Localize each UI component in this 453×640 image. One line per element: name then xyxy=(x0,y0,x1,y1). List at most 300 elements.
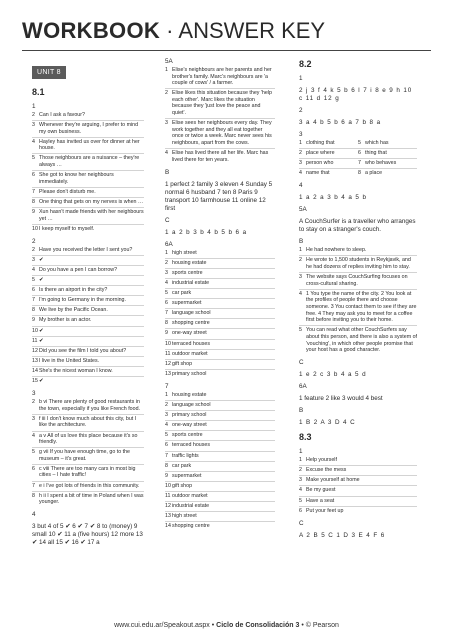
list-item xyxy=(32,448,144,465)
list-item xyxy=(165,279,275,289)
exercise-6a-list xyxy=(165,249,275,379)
item-text: Elise likes this situation because they 'help each other'. Marc likes the situation because they 'just love the peace and quiet'. xyxy=(172,90,272,117)
table-row xyxy=(299,139,417,149)
list-item xyxy=(32,327,144,337)
exercise-4-answers: 3 but 4 of 5 ✔ 6 ✔ 7 ✔ 8 to (money) 9 small 10 ✔ 11 a (five hours) 12 more 13 ✔ 14 all 15 ✔ 16 ✔ 17 a xyxy=(32,523,143,547)
footer-separator: • xyxy=(209,622,217,629)
item-text: Do you have a pen I can borrow? xyxy=(39,267,118,273)
list-item xyxy=(165,370,275,379)
list-item xyxy=(165,462,275,472)
item-text: ✔ xyxy=(39,277,44,284)
list-item xyxy=(299,466,417,476)
item-text: e i I've got lots of friends in this community. xyxy=(39,482,140,489)
item-text: Elise's neighbours are her parents and her brother's family. Marc's neighbours are 'a couple of cows' / a farmer. xyxy=(172,67,272,87)
exercise-5c-answers: 1 a 2 b 3 b 4 b 5 b 6 a xyxy=(165,228,247,236)
list-item xyxy=(32,316,144,326)
item-text: shopping centre xyxy=(172,523,210,530)
item-number: 10 xyxy=(32,225,38,232)
table-cell xyxy=(358,139,417,149)
exercise-5b-label: B xyxy=(165,168,170,176)
list-item xyxy=(165,329,275,339)
list-item xyxy=(32,276,144,286)
table-cell xyxy=(299,139,358,149)
item-number: 7 xyxy=(165,310,168,317)
item-number: 2 xyxy=(299,467,302,474)
item-number: 2 xyxy=(299,257,302,264)
item-text: c viii There are too many cars in most big cities – I hate traffic! xyxy=(39,465,136,479)
exercise-7-label: 7 xyxy=(165,382,169,390)
item-text: 1 You type the name of the city. 2 You look at the profiles of people there and choose someone. 3 You contact them to see if they are free. 4 They may ask you to meet for a coffee first before inviting you to their home. xyxy=(306,290,417,324)
item-number: 2 xyxy=(165,259,168,266)
item-text: housing estate xyxy=(172,259,207,266)
item-text: Make yourself at home xyxy=(306,477,360,484)
page-title xyxy=(22,18,325,44)
exercise-2-label: 2 xyxy=(32,237,36,245)
exercise-8-2-2-label: 2 xyxy=(299,107,303,114)
item-number: 2 xyxy=(32,399,35,406)
item-number: 3 xyxy=(299,274,302,281)
list-item xyxy=(32,154,144,171)
item-text: car park xyxy=(172,462,192,469)
item-number: 5 xyxy=(358,140,361,146)
list-item xyxy=(32,286,144,296)
exercise-8-2-5b-list xyxy=(299,246,417,355)
exercise-8-2-5c-label: C xyxy=(299,359,304,367)
item-number: 11 xyxy=(165,492,171,499)
item-number: 13 xyxy=(165,370,171,377)
item-text: primary school xyxy=(172,412,207,419)
item-text: We live by the Pacific Ocean. xyxy=(39,307,108,314)
item-text: clothing that xyxy=(306,140,335,146)
item-text: Excuse the mess xyxy=(306,467,347,474)
item-text: You can read what other CouchSurfers say about this person, and there is also a system of 'vouching', in which other people promise that your host has a good character. xyxy=(306,327,418,354)
item-number: 6 xyxy=(32,287,35,294)
item-number: 1 xyxy=(165,67,168,73)
exercise-8-3-c-answers: A 2 B 5 C 1 D 3 E 4 F 6 xyxy=(299,531,386,539)
item-text: She's the nicest woman I know. xyxy=(39,367,113,374)
list-item xyxy=(32,121,144,138)
table-cell xyxy=(299,149,358,159)
list-item xyxy=(299,246,417,256)
item-text: Have you received the letter I sent you? xyxy=(39,246,133,253)
item-number: 8 xyxy=(32,307,35,314)
item-text: outdoor market xyxy=(172,492,208,499)
item-text: shopping centre xyxy=(172,320,210,327)
exercise-5a-list xyxy=(165,66,275,165)
item-text: Can I ask a favour? xyxy=(39,112,85,118)
list-item xyxy=(299,476,417,486)
item-number: 4 xyxy=(299,170,302,177)
item-text: housing estate xyxy=(172,391,207,398)
item-text: supermarket xyxy=(172,300,202,307)
item-number: 12 xyxy=(32,347,38,354)
item-text: Help yourself xyxy=(306,457,337,464)
item-text: thing that xyxy=(365,150,387,157)
item-text: The website says CouchSurfing focuses on cross-cultural sharing. xyxy=(306,274,408,287)
item-number: 1 xyxy=(165,391,168,398)
item-number: 8 xyxy=(165,320,168,327)
column-left xyxy=(32,58,144,547)
exercise-7-list xyxy=(165,391,275,531)
list-item xyxy=(32,306,144,316)
item-number: 6 xyxy=(299,507,302,514)
list-item xyxy=(32,482,144,492)
item-number: 10 xyxy=(32,327,38,334)
item-number: 5 xyxy=(32,277,35,284)
item-text: g vii If you have enough time, go to the museum – it's great. xyxy=(39,449,130,462)
list-item xyxy=(165,259,275,269)
footer-copyright: © Pearson xyxy=(305,622,339,629)
exercise-8-2-1-label: 1 xyxy=(299,75,303,82)
item-text: traffic lights xyxy=(172,452,199,459)
item-number: 9 xyxy=(165,330,168,337)
list-item xyxy=(165,492,275,502)
exercise-8-3-1-list xyxy=(299,456,417,516)
list-item xyxy=(32,337,144,347)
exercise-3-list xyxy=(32,398,144,507)
item-number: 7 xyxy=(32,188,35,195)
list-item xyxy=(32,188,144,198)
list-item xyxy=(165,502,275,512)
exercise-8-2-4-answers: 1 a 2 a 3 b 4 a 5 b xyxy=(299,194,367,202)
item-text: car park xyxy=(172,290,192,297)
item-text: industrial estate xyxy=(172,502,210,509)
list-item xyxy=(165,319,275,329)
exercise-8-2-3-label: 3 xyxy=(299,131,303,138)
item-number: 4 xyxy=(165,422,168,429)
item-number: 4 xyxy=(165,150,168,157)
list-item xyxy=(165,350,275,360)
list-item xyxy=(32,492,144,508)
item-text: He had nowhere to sleep. xyxy=(306,247,367,254)
item-number: 4 xyxy=(299,487,302,494)
item-number: 5 xyxy=(299,497,302,504)
item-number: 3 xyxy=(32,415,35,422)
exercise-6a-label: 6A xyxy=(165,240,173,248)
item-number: 3 xyxy=(32,122,35,129)
item-text: Elise has lived there all her life. Marc has lived there for ten years. xyxy=(172,150,269,163)
item-text: b vi There are plenty of good restaurants in the town, especially if you like French food. xyxy=(39,399,140,412)
list-item xyxy=(299,256,417,273)
exercise-8-2-5c-answers: 1 e 2 c 3 b 4 a 5 d xyxy=(299,371,367,379)
list-item xyxy=(165,431,275,441)
item-text: sports centre xyxy=(172,432,203,439)
list-item xyxy=(32,171,144,188)
item-text: name that xyxy=(306,170,330,177)
item-text: sports centre xyxy=(172,269,203,276)
footer-separator: • xyxy=(299,622,306,629)
item-text: ✔ xyxy=(39,327,44,334)
item-text: high street xyxy=(172,513,197,520)
item-number: 6 xyxy=(165,300,168,307)
item-number: 10 xyxy=(165,340,171,347)
item-text: h ii I spent a bit of time in Poland when I was younger. xyxy=(39,492,144,506)
item-number: 9 xyxy=(32,209,35,216)
list-item xyxy=(165,522,275,531)
item-number: 14 xyxy=(165,523,171,530)
exercise-8-2-6b-label: B xyxy=(299,407,304,415)
list-item xyxy=(165,309,275,319)
item-number: 5 xyxy=(32,449,35,456)
item-text: Those neighbours are a nuisance – they're always … xyxy=(39,155,140,169)
item-text: person who xyxy=(306,160,334,167)
exercise-8-2-2-answers: 3 a 4 b 5 b 6 a 7 b 8 a xyxy=(299,119,381,126)
item-number: 3 xyxy=(299,160,302,167)
item-number: 13 xyxy=(165,513,171,520)
list-item xyxy=(299,507,417,516)
item-number: 4 xyxy=(32,267,35,273)
section-8-3-heading: 8.3 xyxy=(299,432,312,443)
list-item xyxy=(32,296,144,306)
exercise-8-2-6a-answers: 1 feature 2 like 3 would 4 best xyxy=(299,395,383,403)
item-number: 2 xyxy=(32,246,35,253)
item-number: 14 xyxy=(32,367,38,374)
list-item xyxy=(165,89,275,119)
item-number: 7 xyxy=(165,452,168,459)
exercise-8-3-1-label: 1 xyxy=(299,448,303,456)
unit-badge: UNIT 8 xyxy=(32,66,66,79)
item-text: I'm going to Germany in the morning. xyxy=(39,297,126,304)
item-number: 4 xyxy=(32,138,35,145)
item-text: which has xyxy=(365,140,389,146)
item-number: 3 xyxy=(299,477,302,484)
item-text: Be my guest xyxy=(306,487,336,494)
list-item xyxy=(32,347,144,357)
table-cell xyxy=(299,159,358,169)
item-text: Have a seat xyxy=(306,497,335,504)
list-item xyxy=(32,138,144,155)
list-item xyxy=(165,411,275,421)
item-number: 2 xyxy=(165,402,168,409)
list-item xyxy=(32,415,144,432)
item-number: 15 xyxy=(32,378,38,385)
item-text: Is there an airport in the city? xyxy=(39,287,108,294)
item-text: terraced houses xyxy=(172,340,210,347)
item-text: high street xyxy=(172,249,197,256)
item-number: 5 xyxy=(299,327,302,334)
list-item xyxy=(32,367,144,377)
item-text: primary school xyxy=(172,370,207,377)
column-right xyxy=(299,58,417,540)
list-item xyxy=(165,441,275,451)
list-item xyxy=(32,256,144,266)
list-item xyxy=(32,198,144,208)
item-text: My brother is an actor. xyxy=(39,317,92,324)
list-item xyxy=(299,290,417,326)
list-item xyxy=(165,391,275,401)
item-text: Hayley has invited us over for dinner at her house. xyxy=(39,138,140,152)
title-bold: WORKBOOK xyxy=(22,18,161,43)
item-text: I live in the United States. xyxy=(39,357,100,364)
item-text: supermarket xyxy=(172,472,202,479)
list-item xyxy=(32,266,144,276)
list-item xyxy=(32,225,144,234)
exercise-8-2-1-answers: 2 j 3 f 4 k 5 b 6 l 7 i 8 e 9 h 10 c 11 d 12 g xyxy=(299,87,413,102)
list-item xyxy=(165,249,275,259)
list-item xyxy=(299,273,417,290)
item-number: 4 xyxy=(32,432,35,439)
item-number: 2 xyxy=(32,112,35,118)
item-number: 13 xyxy=(32,357,38,364)
item-text: Put your feet up xyxy=(306,507,344,514)
item-text: one-way street xyxy=(172,330,207,337)
table-cell xyxy=(358,169,417,178)
item-text: Did you see the film I told you about? xyxy=(39,347,127,354)
list-item xyxy=(165,401,275,411)
item-text: Elise sees her neighbours every day. They work together and they all eat together once or twice a week. Marc never sees his neighbours, apart from the cows. xyxy=(172,120,272,146)
list-item xyxy=(299,326,417,355)
item-text: terraced houses xyxy=(172,442,210,449)
exercise-1-list xyxy=(32,111,144,234)
item-text: Please don't disturb me. xyxy=(39,188,96,195)
list-item xyxy=(299,497,417,507)
title-rest: · ANSWER KEY xyxy=(160,18,326,43)
list-item xyxy=(32,398,144,415)
item-number: 5 xyxy=(165,432,168,439)
exercise-8-2-3-table xyxy=(299,139,417,178)
item-number: 3 xyxy=(165,120,168,127)
item-text: f iii I don't know much about this city, but I like the architecture. xyxy=(39,415,137,429)
exercise-5b-answers: 1 perfect 2 family 3 eleven 4 Sunday 5 normal 6 husband 7 ten 8 Paris 9 transport 10 farmhouse 11 online 12 first xyxy=(165,180,273,212)
item-text: gift shop xyxy=(172,360,193,367)
item-text: gift shop xyxy=(172,482,193,489)
list-item xyxy=(165,149,275,165)
list-item xyxy=(32,246,144,256)
item-number: 5 xyxy=(32,155,35,162)
item-number: 9 xyxy=(32,317,35,324)
item-number: 6 xyxy=(165,442,168,449)
item-number: 12 xyxy=(165,360,171,367)
item-number: 1 xyxy=(299,140,302,146)
column-middle xyxy=(165,58,275,531)
item-number: 4 xyxy=(299,290,302,297)
item-text: She got to know her neighbours immediately. xyxy=(39,172,114,185)
table-cell xyxy=(299,169,358,178)
exercise-8-2-5b-label: B xyxy=(299,238,304,246)
list-item xyxy=(165,289,275,299)
item-text: a v All of us love this place because it's so friendly. xyxy=(39,432,138,446)
item-text: one-way street xyxy=(172,422,207,429)
section-8-1-heading: 8.1 xyxy=(32,87,45,97)
table-row xyxy=(299,149,417,159)
item-text: language school xyxy=(172,402,211,409)
table-cell xyxy=(358,159,417,169)
section-8-2-heading: 8.2 xyxy=(299,59,312,69)
item-text: Xun hasn't made friends with her neighbours yet … xyxy=(39,209,144,222)
exercise-3-label: 3 xyxy=(32,390,36,398)
exercise-8-2-6a-label: 6A xyxy=(299,383,307,391)
list-item xyxy=(165,472,275,482)
table-cell xyxy=(358,149,417,159)
list-item xyxy=(165,66,275,89)
item-number: 1 xyxy=(299,247,302,254)
item-number: 2 xyxy=(165,90,168,97)
item-number: 6 xyxy=(358,150,361,157)
item-number: 6 xyxy=(32,172,35,179)
item-number: 8 xyxy=(358,170,361,177)
item-number: 8 xyxy=(32,492,35,499)
footer-url[interactable]: www.cui.edu.ar/Speakout.aspx xyxy=(114,622,210,629)
item-number: 11 xyxy=(165,350,171,357)
exercise-8-2-4-label: 4 xyxy=(299,182,303,190)
list-item xyxy=(165,421,275,431)
exercise-8-2-5a-answer: A CouchSurfer is a traveller who arranges to stay on a stranger's couch. xyxy=(299,218,416,234)
item-number: 9 xyxy=(165,472,168,479)
item-text: I keep myself to myself. xyxy=(39,225,95,232)
item-number: 7 xyxy=(32,482,35,489)
item-number: 5 xyxy=(165,290,168,297)
list-item xyxy=(165,482,275,492)
exercise-8-3-c-label: C xyxy=(299,519,304,527)
item-text: place where xyxy=(306,150,335,157)
list-item xyxy=(165,119,275,149)
list-item xyxy=(32,357,144,367)
item-text: language school xyxy=(172,310,211,317)
item-text: who behaves xyxy=(365,160,397,167)
item-number: 6 xyxy=(32,465,35,472)
item-number: 12 xyxy=(165,502,171,509)
item-text: One thing that gets on my nerves is when … xyxy=(39,198,144,205)
list-item xyxy=(32,111,144,121)
list-item xyxy=(299,456,417,466)
table-row xyxy=(299,169,417,178)
exercise-2-list xyxy=(32,246,144,386)
list-item xyxy=(165,299,275,309)
list-item xyxy=(165,340,275,350)
page-footer xyxy=(0,621,453,630)
list-item xyxy=(32,208,144,225)
item-number: 3 xyxy=(165,412,168,419)
list-item xyxy=(32,432,144,449)
item-text: He wrote to 1,500 students in Reykjavik, and he had dozens of replies inviting him to stay. xyxy=(306,257,411,271)
item-text: industrial estate xyxy=(172,280,210,286)
item-text: ✔ xyxy=(39,256,44,263)
list-item xyxy=(165,452,275,462)
item-text: ✔ xyxy=(39,337,44,344)
item-number: 1 xyxy=(165,249,168,256)
item-text: ✔ xyxy=(39,378,44,385)
exercise-5c-label: C xyxy=(165,216,170,224)
title-divider xyxy=(22,50,431,51)
table-row xyxy=(299,159,417,169)
item-number: 3 xyxy=(32,256,35,263)
footer-course: Ciclo de Consolidación 3 xyxy=(216,622,300,629)
item-number: 3 xyxy=(165,269,168,276)
exercise-4-label: 4 xyxy=(32,511,36,519)
item-number: 8 xyxy=(165,462,168,469)
item-number: 10 xyxy=(165,482,171,489)
item-number: 4 xyxy=(165,280,168,286)
list-item xyxy=(299,486,417,496)
list-item xyxy=(165,512,275,522)
item-number: 1 xyxy=(299,457,302,464)
item-text: outdoor market xyxy=(172,350,208,357)
item-text: a place xyxy=(365,170,383,177)
exercise-8-2-5a-label: 5A xyxy=(299,206,307,214)
item-number: 7 xyxy=(358,160,361,167)
item-number: 7 xyxy=(32,297,35,304)
exercise-8-2-6b-answers: 1 B 2 A 3 D 4 C xyxy=(299,419,356,427)
exercise-1-label: 1 xyxy=(32,103,36,110)
list-item xyxy=(32,465,144,482)
item-number: 2 xyxy=(299,150,302,157)
list-item xyxy=(32,377,144,386)
list-item xyxy=(165,269,275,279)
exercise-5a-label: 5A xyxy=(165,58,173,65)
item-text: Whenever they're arguing, I prefer to mind my own business. xyxy=(39,122,139,135)
item-number: 11 xyxy=(32,337,38,344)
item-number: 8 xyxy=(32,198,35,205)
